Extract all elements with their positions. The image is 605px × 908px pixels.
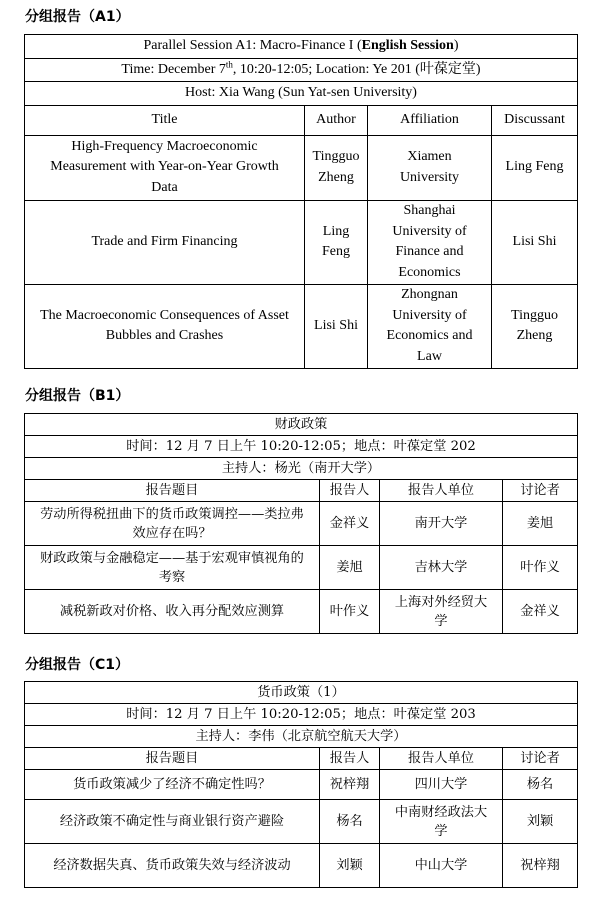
paper-title: Trade and Firm Financing — [25, 200, 305, 284]
session-time: 时间：12 月 7 日上午 10:20-12:05；地点：叶葆定堂 202 — [25, 436, 578, 458]
paper-affiliation: Shanghai University of Finance and Economics — [368, 200, 492, 284]
paper-author: Tingguo Zheng — [305, 135, 368, 200]
col-header-author: 报告人 — [320, 480, 380, 502]
col-header-title: Title — [25, 105, 305, 135]
paper-title: 经济政策不确定性与商业银行资产避险 — [25, 800, 320, 844]
paper-affiliation: 四川大学 — [380, 770, 503, 800]
section-heading-a1: 分组报告（A1） — [25, 9, 130, 25]
paper-author: 叶作义 — [320, 590, 380, 634]
table-row — [25, 135, 578, 200]
paper-title: The Macroeconomic Consequences of Asset Bubbles and Crashes — [25, 284, 305, 368]
section-heading-b1: 分组报告（B1） — [25, 388, 130, 404]
paper-author: 祝梓翔 — [320, 770, 380, 800]
col-header-discussant: 讨论者 — [503, 748, 578, 770]
header-row — [25, 105, 578, 135]
table-row — [25, 284, 578, 368]
col-header-affiliation: 报告人单位 — [380, 748, 503, 770]
session-host: 主持人：杨光（南开大学） — [25, 458, 578, 480]
session-title: 财政政策 — [25, 414, 578, 436]
session-table-b1 — [24, 413, 578, 634]
session-host-row — [25, 82, 578, 106]
paper-affiliation: 上海对外经贸大学 — [380, 590, 503, 634]
paper-discussant: 姜旭 — [503, 502, 578, 546]
paper-author: 刘颖 — [320, 844, 380, 888]
paper-title: 货币政策减少了经济不确定性吗？ — [25, 770, 320, 800]
session-host: Host: Xia Wang (Sun Yat-sen University) — [25, 82, 578, 106]
paper-author: Lisi Shi — [305, 284, 368, 368]
session-title-row — [25, 414, 578, 436]
header-row — [25, 748, 578, 770]
col-header-title: 报告题目 — [25, 748, 320, 770]
paper-affiliation: 南开大学 — [380, 502, 503, 546]
paper-author: 姜旭 — [320, 546, 380, 590]
paper-discussant: 刘颖 — [503, 800, 578, 844]
col-header-affiliation: 报告人单位 — [380, 480, 503, 502]
session-table-c1 — [24, 681, 578, 888]
paper-title: 经济数据失真、货币政策失效与经济波动 — [25, 844, 320, 888]
paper-discussant: 杨名 — [503, 770, 578, 800]
paper-author: 杨名 — [320, 800, 380, 844]
session-host-row — [25, 726, 578, 748]
paper-discussant: 祝梓翔 — [503, 844, 578, 888]
table-row — [25, 844, 578, 888]
paper-discussant: Tingguo Zheng — [492, 284, 578, 368]
paper-affiliation: 中山大学 — [380, 844, 503, 888]
session-table-a1 — [24, 34, 578, 369]
session-title: Parallel Session A1: Macro-Finance I (English Session) — [25, 35, 578, 59]
paper-discussant: 叶作义 — [503, 546, 578, 590]
session-title: 货币政策（1） — [25, 682, 578, 704]
paper-discussant: 金祥义 — [503, 590, 578, 634]
paper-discussant: Ling Feng — [492, 135, 578, 200]
paper-title: 财政政策与金融稳定——基于宏观审慎视角的考察 — [25, 546, 320, 590]
col-header-author: Author — [305, 105, 368, 135]
session-title-row — [25, 682, 578, 704]
session-host-row — [25, 458, 578, 480]
paper-affiliation: Xiamen University — [368, 135, 492, 200]
col-header-discussant: Discussant — [492, 105, 578, 135]
paper-discussant: Lisi Shi — [492, 200, 578, 284]
session-time-row — [25, 436, 578, 458]
paper-author: 金祥义 — [320, 502, 380, 546]
session-title-row — [25, 35, 578, 59]
table-row — [25, 546, 578, 590]
table-row — [25, 770, 578, 800]
paper-title: 劳动所得税扭曲下的货币政策调控——类拉弗效应存在吗？ — [25, 502, 320, 546]
paper-affiliation: Zhongnan University of Economics and Law — [368, 284, 492, 368]
col-header-affiliation: Affiliation — [368, 105, 492, 135]
paper-author: Ling Feng — [305, 200, 368, 284]
section-heading-c1: 分组报告（C1） — [25, 657, 130, 673]
paper-affiliation: 中南财经政法大学 — [380, 800, 503, 844]
session-time-row — [25, 704, 578, 726]
table-row — [25, 200, 578, 284]
session-time-row — [25, 58, 578, 82]
paper-affiliation: 吉林大学 — [380, 546, 503, 590]
session-time: Time: December 7th, 10:20-12:05; Location: Ye 201 (叶葆定堂) — [25, 58, 578, 82]
session-host: 主持人：李伟（北京航空航天大学） — [25, 726, 578, 748]
table-row — [25, 502, 578, 546]
col-header-discussant: 讨论者 — [503, 480, 578, 502]
table-row — [25, 590, 578, 634]
col-header-title: 报告题目 — [25, 480, 320, 502]
header-row — [25, 480, 578, 502]
paper-title: High-Frequency Macroeconomic Measurement with Year-on-Year Growth Data — [25, 135, 305, 200]
table-row — [25, 800, 578, 844]
col-header-author: 报告人 — [320, 748, 380, 770]
paper-title: 减税新政对价格、收入再分配效应测算 — [25, 590, 320, 634]
session-time: 时间：12 月 7 日上午 10:20-12:05；地点：叶葆定堂 203 — [25, 704, 578, 726]
